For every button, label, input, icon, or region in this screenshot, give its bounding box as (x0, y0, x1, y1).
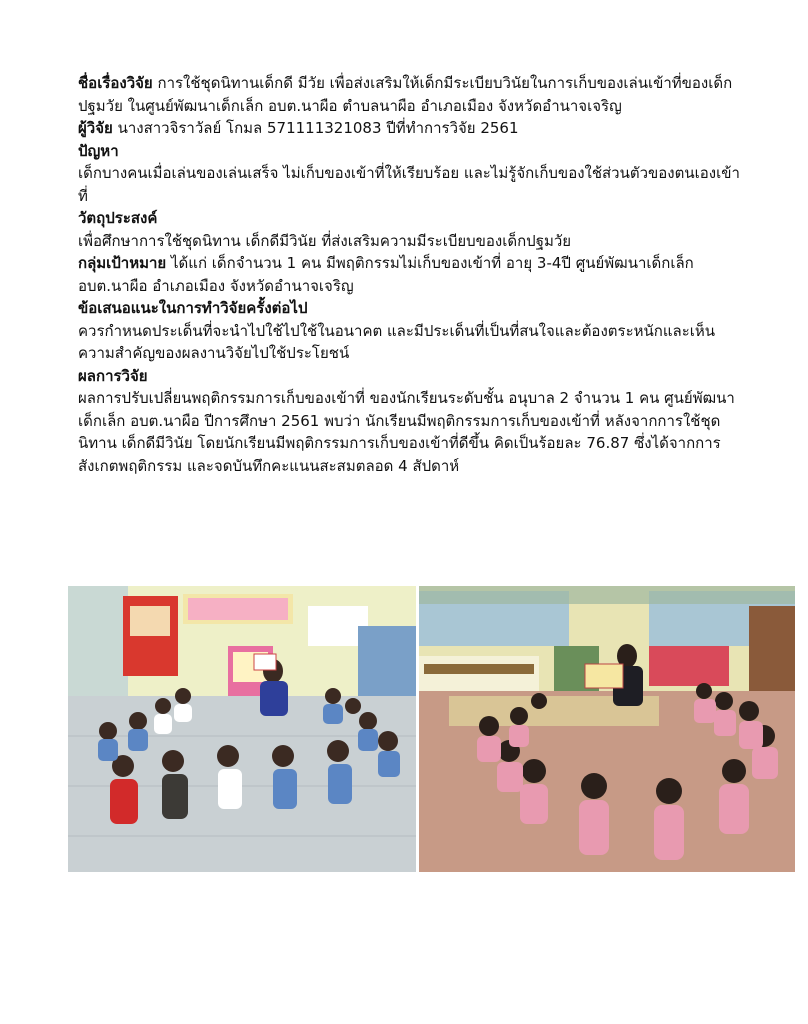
problem-heading: ปัญหา (78, 141, 119, 160)
result-heading: ผลการวิจัย (78, 366, 148, 385)
title-label: ชื่อเรื่องวิจัย (78, 74, 153, 92)
title-paragraph (78, 72, 748, 117)
document-body (78, 72, 748, 477)
objective-text: เพื่อศึกษาการใช้ชุดนิทาน เด็กดีมีวินัย ที่ส่งเสริมความมีระเบียบของเด็กปฐมวัย (78, 231, 572, 250)
suggestion-heading: ข้อเสนอแนะในการทำวิจัยครั้งต่อไป (78, 299, 308, 317)
researcher-text: นางสาวจิราวัลย์ โกมล 571111321083 ปีที่ทำการวิจัย 2561 (112, 119, 519, 137)
researcher-label: ผู้วิจัย (78, 119, 113, 137)
target-paragraph (78, 252, 748, 297)
researcher-paragraph (78, 117, 748, 140)
title-text: การใช้ชุดนิทานเด็กดี มีวัย เพื่อส่งเสริมให้เด็กมีระเบียบวินัยในการเก็บของเล่นเข้าที่ของเด็กปฐมวัย ในศูนย์พัฒนาเด็กเล็ก อบต.นาผือ ตำบลนาผือ อำเภอเมือง จังหวัดอำนาจเจริญ (78, 74, 733, 115)
objective-heading: วัตถุประสงค์ (78, 209, 158, 227)
classroom-photo-left (68, 586, 416, 872)
classroom-photo-right (419, 586, 795, 872)
target-label: กลุ่มเป้าหมาย (78, 254, 167, 272)
problem-text: เด็กบางคนเมื่อเล่นของเล่นเสร็จ ไม่เก็บของเข้าที่ให้เรียบร้อย และไม่รู้จักเก็บของใช้ส่วนตัวของตนเองเข้าที่ (78, 164, 740, 205)
suggestion-text: ควรกำหนดประเด็นที่จะนำไปใช้ไปใช้ในอนาคต และมีประเด็นที่เป็นที่สนใจและต้องตระหนักและเห็นความสำคัญของผลงานวิจัยไปใช้ประโยชน์ (78, 321, 716, 362)
classroom-photo-left-illustration (68, 586, 416, 872)
result-text: ผลการปรับเปลี่ยนพฤติกรรมการเก็บของเข้าที่ ของนักเรียนระดับชั้น อนุบาล 2 จำนวน 1 คน ศูนย์พัฒนาเด็กเล็ก อบต.นาผือ ปีการศึกษา 2561 พบว่า นักเรียนมีพฤติกรรมการเก็บของเข้าที่ หลังจากการใช้ชุดนิทาน เด็กดีมีวินัย โดยนักเรียนมีพฤติกรรมการเก็บของเข้าที่ดีขึ้น คิดเป็นร้อยละ 76.87 ซึ่งได้จากการสังเกตพฤติกรรม และจดบันทึกคะแนนสะสมตลอด 4 สัปดาห์ (78, 389, 735, 475)
classroom-photo-right-illustration (419, 586, 795, 872)
target-text: ได้แก่ เด็กจำนวน 1 คน มีพฤติกรรมไม่เก็บของเข้าที่ อายุ 3-4ปี ศูนย์พัฒนาเด็กเล็ก อบต.นาผือ อำเภอเมือง จังหวัดอำนาจเจริญ (78, 254, 694, 295)
